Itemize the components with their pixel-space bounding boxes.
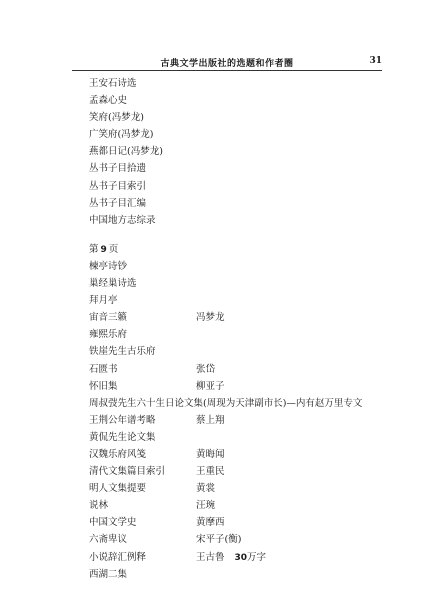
book-title: 说林 bbox=[89, 500, 109, 512]
list-item bbox=[89, 480, 389, 497]
list-item bbox=[89, 309, 389, 326]
book-author: 柳亚子 bbox=[196, 380, 225, 392]
book-list bbox=[89, 75, 389, 583]
page-marker bbox=[89, 241, 389, 258]
page-marker-prefix: 第 bbox=[89, 243, 99, 255]
list-item bbox=[89, 429, 389, 446]
list-item bbox=[89, 275, 389, 292]
book-author: 汪琬 bbox=[196, 500, 216, 512]
list-item bbox=[89, 126, 389, 143]
page-number: 31 bbox=[369, 56, 382, 66]
book-title: 明人文集提要 bbox=[89, 483, 147, 495]
list-item bbox=[89, 258, 389, 275]
book-author: 王古鲁 bbox=[196, 551, 225, 563]
page-header bbox=[72, 56, 382, 70]
book-title: 丛书子目拾遗 bbox=[89, 163, 147, 175]
book-author: 蔡上翔 bbox=[196, 414, 225, 426]
book-author: 张岱 bbox=[196, 363, 216, 375]
book-title: 拜月亭 bbox=[89, 295, 118, 307]
book-title: 铁崖先生古乐府 bbox=[89, 346, 156, 358]
book-title: 周叔弢先生六十生日论文集(周现为天津副市长)—内有赵万里专文 bbox=[89, 397, 363, 409]
list-item bbox=[89, 195, 389, 212]
book-title: 广笑府(冯梦龙) bbox=[89, 129, 154, 141]
book-title: 怀旧集 bbox=[89, 380, 118, 392]
book-title: 丛书子目索引 bbox=[89, 180, 147, 192]
book-title: 楝亭诗钞 bbox=[89, 260, 128, 272]
word-count bbox=[235, 552, 267, 563]
book-title: 王荆公年谱考略 bbox=[89, 414, 156, 426]
section-gap bbox=[89, 229, 389, 241]
list-item bbox=[89, 292, 389, 309]
book-author: 王重民 bbox=[196, 466, 225, 478]
list-item bbox=[89, 326, 389, 343]
book-author: 宋平子(衡) bbox=[196, 534, 242, 546]
list-item bbox=[89, 109, 389, 126]
list-item bbox=[89, 178, 389, 195]
list-item bbox=[89, 549, 389, 566]
book-title: 燕都日记(冯梦龙) bbox=[89, 146, 163, 158]
page-marker-number: 9 bbox=[100, 244, 107, 255]
list-item bbox=[89, 463, 389, 480]
book-author: 黄晦闻 bbox=[196, 448, 225, 460]
list-item bbox=[89, 514, 389, 531]
book-title: 西湖二集 bbox=[89, 568, 128, 580]
book-title: 中国文学史 bbox=[89, 517, 137, 529]
book-title: 丛书子目汇编 bbox=[89, 197, 147, 209]
book-author: 黄裳 bbox=[196, 483, 216, 495]
list-item bbox=[89, 92, 389, 109]
list-item bbox=[89, 160, 389, 177]
book-title: 雍熙乐府 bbox=[89, 329, 128, 341]
book-title: 石匮书 bbox=[89, 363, 118, 375]
page-marker-suffix: 页 bbox=[108, 243, 119, 255]
book-author: 冯梦龙 bbox=[196, 312, 225, 324]
header-rule bbox=[72, 70, 382, 71]
list-item bbox=[89, 143, 389, 160]
list-item bbox=[89, 395, 389, 412]
list-item bbox=[89, 446, 389, 463]
list-item bbox=[89, 212, 389, 229]
list-item bbox=[89, 378, 389, 395]
book-title: 笑府(冯梦龙) bbox=[89, 112, 144, 124]
word-count-unit: 万字 bbox=[247, 551, 267, 563]
list-item bbox=[89, 566, 389, 583]
list-item bbox=[89, 75, 389, 92]
book-title: 宙音三籁 bbox=[89, 312, 128, 324]
book-author: 黄摩西 bbox=[196, 517, 225, 529]
book-title: 中国地方志综录 bbox=[89, 214, 156, 226]
book-title: 六斋卑议 bbox=[89, 534, 128, 546]
running-title: 古典文学出版社的选题和作者圈 bbox=[160, 59, 294, 69]
book-title: 巢经巢诗选 bbox=[89, 278, 137, 290]
word-count-number: 30 bbox=[234, 552, 248, 563]
list-item bbox=[89, 343, 389, 360]
list-item bbox=[89, 531, 389, 548]
book-title: 孟森心史 bbox=[89, 95, 128, 107]
list-item bbox=[89, 497, 389, 514]
list-item bbox=[89, 412, 389, 429]
book-title: 小说辞汇例释 bbox=[89, 551, 147, 563]
book-title: 黄侃先生论文集 bbox=[89, 431, 156, 443]
book-title: 汉魏乐府风笺 bbox=[89, 448, 147, 460]
list-item bbox=[89, 361, 389, 378]
book-title: 清代文集篇目索引 bbox=[89, 466, 166, 478]
book-title: 王安石诗选 bbox=[89, 78, 137, 89]
book-author-with-count bbox=[196, 549, 266, 567]
